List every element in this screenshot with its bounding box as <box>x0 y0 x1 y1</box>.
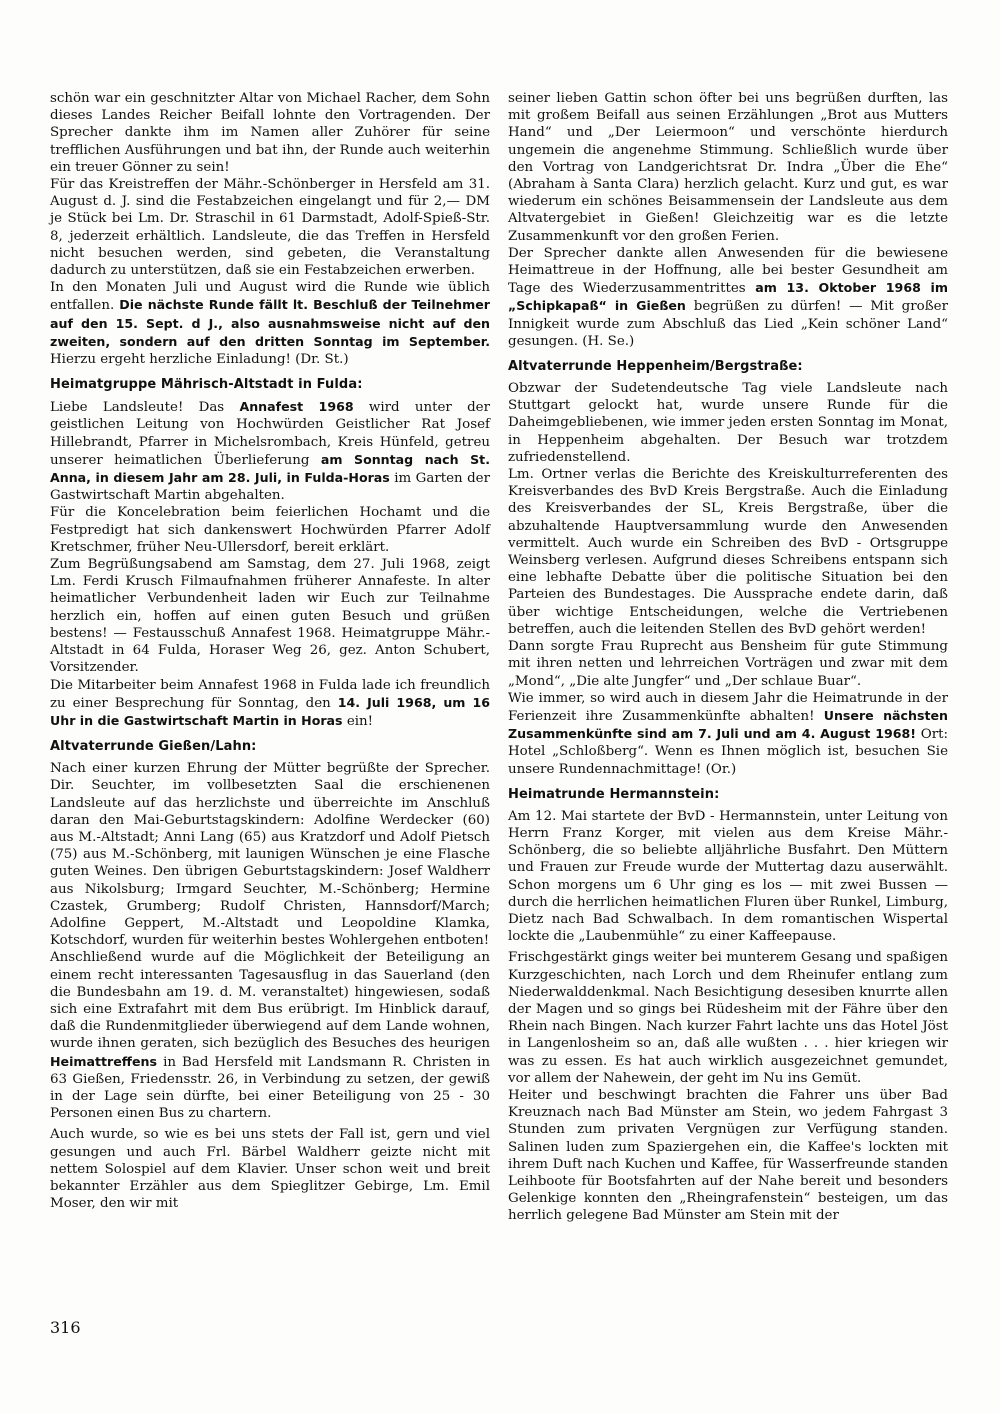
paragraph <box>50 677 490 731</box>
paragraph: seiner lieben Gattin schon öfter bei uns begrüßen durften, las mit großem Beifall aus seinen Erzählungen „Brot aus Mutters Hand“ und „Der Leiermoon“ und verschönte hierdurch ungemein die angenehme Stimmung. Schließlich wurde über den Vortrag von Landgerichtsrat Dr. Indra „Über die Ehe“ (Abraham à Santa Clara) herzlich gelacht. Kurz und gut, es war wiederum ein schönes Beisammensein der Landsleute aus dem Altvatergebiet in Gießen! Gleichzeitig war es die letzte Zusammenkunft vor den großen Ferien. <box>508 91 948 244</box>
paragraph: Dann sorgte Frau Ruprecht aus Bensheim für gute Stimmung mit ihren netten und lehrreichen Vorträgen und zwar mit dem „Mond“, „Die alte Jungfer“ und „Der schlaue Buar“. <box>508 639 948 689</box>
text: Liebe Landsleute! Das <box>50 400 225 416</box>
left-column <box>50 90 490 1212</box>
paragraph: Frischgestärkt gings weiter bei munterem Gesang und spaßigen Kurzgeschichten, nach Lorch und dem Rheinufer entlang zum Niederwalddenkmal. Nach Besichtigung desesiben knurrte allen der Magen und so gings bei Rüdesheim mit der Fähre über den Rhein nach Bingen. Nach kurzer Fahrt lachte uns das Hotel Jöst in Langenlosheim so an, daß alle wußten . . . hier kriegen wir was zu essen. Es hat auch wirklich ausgezeichnet gemundet, vor allem der Nahewein, der geht im Nu ins Gemüt. <box>508 950 948 1086</box>
paragraph: Auch wurde, so wie es bei uns stets der Fall ist, gern und viel gesungen und auch Frl. Bärbel Waldherr geizte nicht mit nettem Solospiel auf dem Klavier. Unser schon weit und breit bekannter Erzähler aus dem Spieglitzer Gebirge, Lm. Emil Moser, den wir mit <box>50 1127 490 1212</box>
paragraph <box>508 690 948 778</box>
page-number: 316 <box>50 1318 81 1337</box>
text: Wie immer, so wird auch in diesem Jahr die Heimatrunde in der Ferienzeit ihre Zusammenkünfte abhalten! <box>508 690 948 724</box>
paragraph: Für die Koncelebration beim feierlichen Hochamt und die Festpredigt hat sich dankenswert Hochwürden Pfarrer Adolf Kretschmer, früher Neu-Ullersdorf, bereit erklärt. <box>50 505 490 555</box>
text: Hierzu ergeht herzliche Einladung! (Dr. St.) <box>50 352 349 368</box>
right-column <box>508 90 948 1225</box>
text: Der Sprecher dankte allen Anwesenden für die bewiesene Heimattreue in der Hoffnung, alle bei bester Gesundheit am Tage des Wiederzusammentrittes <box>508 245 948 297</box>
bold-text: Die nächste Runde fällt lt. Beschluß der Teilnehmer auf den 15. Sept. d J., also ausnahmsweise nicht auf den zweiten, sondern auf den dritten Sonntag im September. <box>50 297 490 349</box>
text: begrüßen zu dürfen! — Mit großer Innigkeit wurde zum Abschluß das Lied „Kein schöner Land“ gesungen. (H. Se.) <box>508 299 948 349</box>
paragraph: Heiter und beschwingt brachten die Fahrer uns über Bad Kreuznach nach Bad Münster am Stein, wo jedem Fahrgast 3 Stunden zum privaten Vergnügen zur Verfügung standen. Salinen luden zum Spaziergehen ein, die Kaffee's lockten mit ihrem Duft nach Kuchen und Kaffee, für Wasserfreunde standen Leihboote für Bootsfahrten auf der Nahe bereit und besonders Gelenkige konnten den „Rheingrafenstein“ besteigen, um das herrlich gelegene Bad Münster am Stein mit der <box>508 1087 948 1224</box>
section-heading: Heimatrunde Hermannstein: <box>508 786 720 802</box>
text: Anschließend wurde auf die Möglichkeit der Beteiligung an einem recht interessanten Tagesausflug in das Sauerland (den die Bundesbahn am 19. d. M. veranstaltet) hingewiesen, sodaß sich eine Extrafahrt mit dem Bus erübrigt. Im Hinblick darauf, daß die Rundenmitglieder überwiegend auf dem Lande wohnen, wurde ihnen geraten, sich bezüglich des Besuches des heurigen <box>50 950 490 1052</box>
text: in Bad Hersfeld mit Landsmann R. Christen in 63 Gießen, Friedensstr. 26, in Verbindung zu setzen, der gewiß in der Lage sein dürfte, bei einer Beteiligung von 25 - 30 Personen einen Bus zu chartern. <box>50 1054 490 1122</box>
section-heading: Altvaterrunde Heppenheim/Bergstraße: <box>508 359 803 375</box>
paragraph: Am 12. Mai startete der BvD - Hermannstein, unter Leitung von Herrn Franz Korger, mit vielen aus dem Kreise Mähr.-Schönberg, die so beliebte alljährliche Busfahrt. Den Müttern und Frauen zur Freude wurde der Muttertag dazu auserwählt. Schon morgens um 6 Uhr ging es los — mit zwei Bussen — durch die herrlichen heimatlichen Fluren über Runkel, Limburg, Dietz nach Bad Schwalbach. In dem romantischen Wispertal lockte die „Laubenmühle“ zu einer Kaffeepause. <box>508 808 948 945</box>
paragraph <box>508 245 948 350</box>
bold-text: am 13. Oktober 1968 im „Schipkapaß“ in Gießen <box>508 280 948 314</box>
text: In den Monaten Juli und August wird die Runde wie üblich entfallen. <box>50 280 490 314</box>
text: wird unter der geistlichen Leitung von Hochwürden Geistlicher Rat Josef Hillebrandt, Pfarrer in Michelsrombach, Kreis Hünfeld, getreu unserer heimatlichen Überlieferung <box>50 400 490 468</box>
bold-text: Annafest 1968 <box>239 399 354 415</box>
paragraph <box>50 949 490 1122</box>
text: ein! <box>346 713 374 729</box>
bold-text: Unsere nächsten Zusammenkünfte sind am 7. Juli und am 4. August 1968! <box>508 707 948 742</box>
paragraph: schön war ein geschnitzter Altar von Michael Racher, dem Sohn dieses Landes Reicher Beifall lohnte den Vortragenden. Der Sprecher dankte ihm im Namen aller Zuhörer für seine trefflichen Ausführungen und bat ihn, der Runde auch weiterhin ein treuer Gönner zu sein! <box>50 91 490 175</box>
paragraph <box>50 398 490 504</box>
section-heading: Heimatgruppe Mährisch-Altstadt in Fulda: <box>50 377 363 393</box>
paragraph: Zum Begrüßungsabend am Samstag, dem 27. Juli 1968, zeigt Lm. Ferdi Krusch Filmaufnahmen früherer Annafeste. In alter heimatlicher Verbundenheit laden wir Euch zur Teilnahme herzlich ein, hoffen auf einen guten Besuch und grüßen bestens! — Festausschuß Annafest 1968. Heimatgruppe Mähr.-Altstadt in 64 Fulda, Horaser Weg 26, gez. Anton Schubert, Vorsitzender. <box>50 557 490 676</box>
paragraph: Für das Kreistreffen der Mähr.-Schönberger in Hersfeld am 31. August d. J. sind die Festabzeichen eingelangt und für 2,— DM je Stück bei Lm. Dr. Straschil in 61 Darmstadt, Adolf-Spieß-Str. 8, jederzeit erhältlich. Landsleute, die das Treffen in Hersfeld nicht besuchen werden, sind gebeten, die Veranstaltung dadurch zu unterstützen, daß sie ein Festabzeichen erwerben. <box>50 177 490 279</box>
section-heading: Altvaterrunde Gießen/Lahn: <box>50 739 257 755</box>
bold-text: am Sonntag nach St. Anna, in diesem Jahr am 28. Juli, in Fulda-Horas <box>50 451 490 486</box>
paragraph: Obzwar der Sudetendeutsche Tag viele Landsleute nach Stuttgart gelockt hat, wurde unsere Runde für die Daheimgebliebenen, wie immer jeden ersten Sonntag im Monat, in Heppenheim abgehalten. Der Besuch war trotzdem zufriedenstellend. <box>508 381 948 465</box>
bold-text: Heimattreffens <box>50 1053 158 1069</box>
text: Die Mitarbeiter beim Annafest 1968 in Fulda lade ich freundlich zu einer Besprechung für Sonntag, den <box>50 677 490 711</box>
paragraph: Lm. Ortner verlas die Berichte des Kreiskulturreferenten des Kreisverbandes des BvD Kreis Bergstraße. Auch die Einladung des Kreisverbandes der SL, Kreis Bergstraße, über die abzuhaltende Hauptversammlung wurde den Anwesenden vermittelt. Auch wurde ein Schreiben des BvD - Ortsgruppe Weinsberg verlesen. Aufgrund dieses Schreibens entspann sich eine lebhafte Debatte über die politische Situation bei den Parteien des Bundestages. Die Aussprache endete darin, daß über wichtige Entscheidungen, welche die Vertriebenen betreffen, auch die leitenden Stellen des BvD gehört werden! <box>508 467 948 637</box>
text: im Garten der Gastwirtschaft Martin abgehalten. <box>50 471 491 504</box>
paragraph <box>50 279 490 368</box>
paragraph: Nach einer kurzen Ehrung der Mütter begrüßte der Sprecher. Dir. Seuchter, im vollbesetzten Saal die erschienenen Landsleute auf das herzlichste und überreichte im Anschluß daran den Mai-Geburtstagskindern: Adolfine Werdecker (60) aus M.-Altstadt; Anni Lang (65) aus Kratzdorf und Adolf Pietsch (75) aus M.-Schönberg, mit launigen Wünschen je eine Flasche guten Weines. Den übrigen Geburtstagskindern: Josef Waldherr aus Nikolsburg; Irmgard Seuchter, M.-Schönberg; Hermine Czastek, Grumberg; Rudolf Christen, Hannsdorf/March; Adolfine Geppert, M.-Altstadt und Leopoldine Klamka, Kotschdorf, wurden für weiterhin bestes Wohlergehen entboten! <box>50 761 490 949</box>
text: Ort: Hotel „Schloßberg“. Wenn es Ihnen möglich ist, besuchen Sie unsere Rundennachmittage! (Or.) <box>508 727 948 777</box>
bold-text: 14. Juli 1968, um 16 Uhr in die Gastwirtschaft Martin in Horas <box>50 694 490 728</box>
